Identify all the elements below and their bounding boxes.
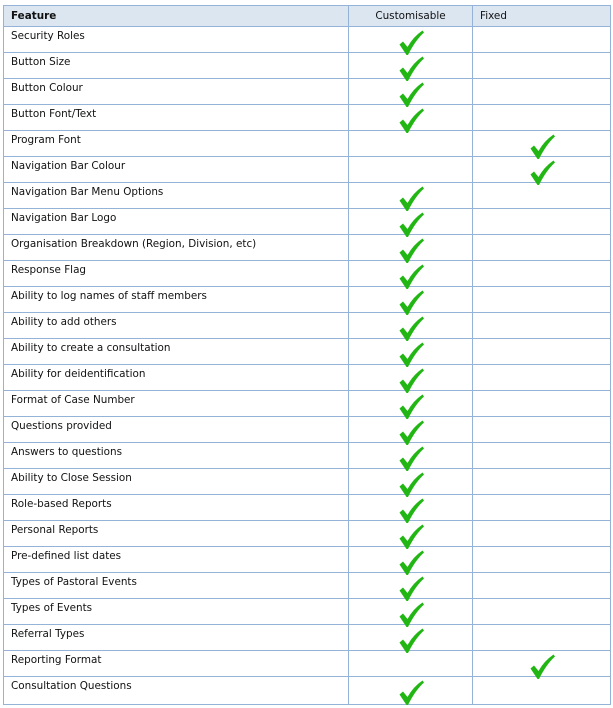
customisable-cell <box>349 209 473 235</box>
table-header-row <box>4 6 611 27</box>
header-customisable: Customisable <box>349 6 473 27</box>
checkmark-icon <box>397 679 425 707</box>
feature-cell: Answers to questions <box>4 443 349 469</box>
customisable-cell <box>349 573 473 599</box>
checkmark-icon <box>397 185 425 213</box>
feature-cell: Button Colour <box>4 79 349 105</box>
feature-cell: Button Size <box>4 53 349 79</box>
fixed-cell <box>473 625 611 651</box>
customisable-cell <box>349 27 473 53</box>
fixed-cell <box>473 157 611 183</box>
table-row <box>4 261 611 287</box>
fixed-cell <box>473 365 611 391</box>
table-row <box>4 391 611 417</box>
feature-cell: Pre-defined list dates <box>4 547 349 573</box>
checkmark-icon <box>397 81 425 109</box>
customisable-cell <box>349 365 473 391</box>
fixed-cell <box>473 235 611 261</box>
feature-cell: Ability to log names of staff members <box>4 287 349 313</box>
fixed-cell <box>473 287 611 313</box>
table-row <box>4 105 611 131</box>
checkmark-icon <box>397 393 425 421</box>
header-feature: Feature <box>4 6 349 27</box>
table-row <box>4 79 611 105</box>
feature-cell: Program Font <box>4 131 349 157</box>
checkmark-icon <box>397 575 425 603</box>
customisable-cell <box>349 677 473 705</box>
fixed-cell <box>473 417 611 443</box>
customisable-cell <box>349 495 473 521</box>
feature-cell: Navigation Bar Menu Options <box>4 183 349 209</box>
fixed-cell <box>473 599 611 625</box>
checkmark-icon <box>397 523 425 551</box>
table-row <box>4 417 611 443</box>
checkmark-icon <box>397 445 425 473</box>
customisable-cell <box>349 235 473 261</box>
feature-cell: Consultation Questions <box>4 677 349 705</box>
table-row <box>4 287 611 313</box>
table-row <box>4 495 611 521</box>
feature-cell: Button Font/Text <box>4 105 349 131</box>
table-row <box>4 573 611 599</box>
fixed-cell <box>473 573 611 599</box>
checkmark-icon <box>397 289 425 317</box>
checkmark-icon <box>397 471 425 499</box>
table-row <box>4 443 611 469</box>
table-row <box>4 27 611 53</box>
feature-cell: Referral Types <box>4 625 349 651</box>
table-row <box>4 53 611 79</box>
fixed-cell <box>473 547 611 573</box>
checkmark-icon <box>397 549 425 577</box>
customisable-cell <box>349 287 473 313</box>
table-row <box>4 209 611 235</box>
fixed-cell <box>473 79 611 105</box>
table-row <box>4 157 611 183</box>
table-row <box>4 599 611 625</box>
feature-cell: Organisation Breakdown (Region, Division, etc) <box>4 235 349 261</box>
fixed-cell <box>473 391 611 417</box>
checkmark-icon <box>397 107 425 135</box>
fixed-cell <box>473 651 611 677</box>
customisable-cell <box>349 79 473 105</box>
table-body <box>4 27 611 705</box>
fixed-cell <box>473 469 611 495</box>
feature-cell: Types of Pastoral Events <box>4 573 349 599</box>
checkmark-icon <box>528 159 556 187</box>
table-row <box>4 625 611 651</box>
fixed-cell <box>473 313 611 339</box>
fixed-cell <box>473 495 611 521</box>
fixed-cell <box>473 105 611 131</box>
table-row <box>4 235 611 261</box>
checkmark-icon <box>397 29 425 57</box>
feature-cell: Personal Reports <box>4 521 349 547</box>
feature-cell: Ability to add others <box>4 313 349 339</box>
feature-table <box>3 5 611 705</box>
feature-cell: Response Flag <box>4 261 349 287</box>
checkmark-icon <box>397 497 425 525</box>
feature-cell: Reporting Format <box>4 651 349 677</box>
header-fixed: Fixed <box>473 6 611 27</box>
table-row <box>4 547 611 573</box>
table-row <box>4 651 611 677</box>
fixed-cell <box>473 521 611 547</box>
feature-cell: Format of Case Number <box>4 391 349 417</box>
table-row <box>4 365 611 391</box>
customisable-cell <box>349 313 473 339</box>
fixed-cell <box>473 443 611 469</box>
checkmark-icon <box>528 653 556 681</box>
table-row <box>4 469 611 495</box>
customisable-cell <box>349 391 473 417</box>
customisable-cell <box>349 261 473 287</box>
customisable-cell <box>349 105 473 131</box>
feature-cell: Navigation Bar Colour <box>4 157 349 183</box>
customisable-cell <box>349 521 473 547</box>
feature-cell: Ability for deidentification <box>4 365 349 391</box>
table-row <box>4 131 611 157</box>
feature-cell: Questions provided <box>4 417 349 443</box>
table-row <box>4 339 611 365</box>
checkmark-icon <box>397 55 425 83</box>
checkmark-icon <box>397 341 425 369</box>
customisable-cell <box>349 599 473 625</box>
checkmark-icon <box>397 211 425 239</box>
customisable-cell <box>349 53 473 79</box>
feature-cell: Navigation Bar Logo <box>4 209 349 235</box>
fixed-cell <box>473 339 611 365</box>
customisable-cell <box>349 547 473 573</box>
checkmark-icon <box>397 419 425 447</box>
fixed-cell <box>473 131 611 157</box>
customisable-cell <box>349 183 473 209</box>
table-row <box>4 521 611 547</box>
fixed-cell <box>473 261 611 287</box>
checkmark-icon <box>397 627 425 655</box>
feature-cell: Role-based Reports <box>4 495 349 521</box>
checkmark-icon <box>397 601 425 629</box>
customisable-cell <box>349 157 473 183</box>
fixed-cell <box>473 53 611 79</box>
checkmark-icon <box>397 315 425 343</box>
feature-cell: Types of Events <box>4 599 349 625</box>
fixed-cell <box>473 209 611 235</box>
feature-cell: Ability to create a consultation <box>4 339 349 365</box>
customisable-cell <box>349 339 473 365</box>
customisable-cell <box>349 625 473 651</box>
feature-cell: Ability to Close Session <box>4 469 349 495</box>
customisable-cell <box>349 443 473 469</box>
table-row <box>4 183 611 209</box>
checkmark-icon <box>528 133 556 161</box>
checkmark-icon <box>397 237 425 265</box>
checkmark-icon <box>397 263 425 291</box>
feature-cell: Security Roles <box>4 27 349 53</box>
checkmark-icon <box>397 367 425 395</box>
table-row <box>4 313 611 339</box>
customisable-cell <box>349 417 473 443</box>
customisable-cell <box>349 469 473 495</box>
fixed-cell <box>473 27 611 53</box>
table-row <box>4 677 611 705</box>
